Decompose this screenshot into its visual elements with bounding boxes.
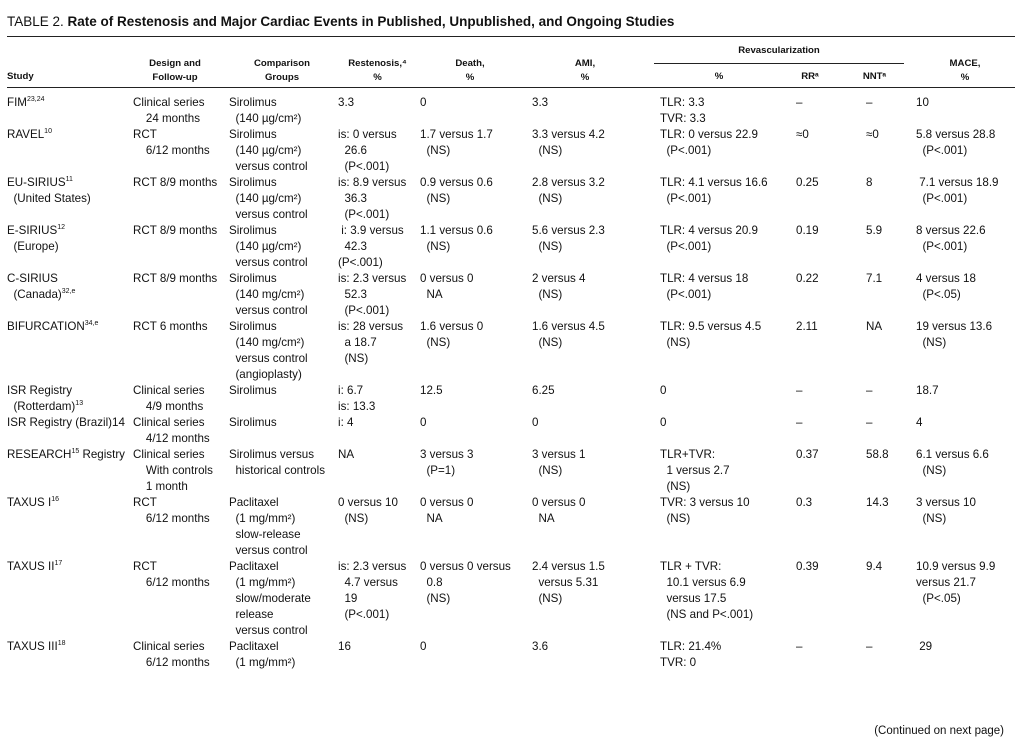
study-name: EU-SIRIUS: [7, 176, 66, 189]
cell-nnt: 7.1: [866, 272, 883, 285]
study-reference: 12: [57, 224, 66, 232]
cell-death: 0 versus 0 NA: [420, 496, 474, 525]
cell-nnt: 5.9: [866, 224, 883, 237]
cell-revasc: TLR: 4.1 versus 16.6 (P<.001): [660, 176, 768, 205]
cell-mace: 4 versus 18 (P<.05): [916, 272, 976, 301]
cell-revasc: TLR + TVR: 10.1 versus 6.9 versus 17.5 (NS and P<.001): [660, 560, 754, 621]
cell-nnt: –: [866, 640, 873, 653]
cell-study: [7, 383, 83, 415]
cell-study: [7, 175, 91, 207]
cell-rr: ≈0: [796, 128, 809, 141]
cell-nnt: 58.8: [866, 448, 889, 461]
continued-note: (Continued on next page): [874, 725, 1004, 737]
cell-study: [7, 223, 65, 255]
cell-nnt: –: [866, 96, 873, 109]
revascularization-subrule: [654, 63, 904, 64]
cell-study: [7, 639, 65, 655]
cell-nnt: NA: [866, 320, 883, 333]
study-reference: 15: [71, 448, 80, 456]
cell-death: 0: [420, 96, 427, 109]
cell-restenosis: is: 2.3 versus 4.7 versus 19 (P<.001): [338, 560, 407, 621]
cell-revasc: TLR: 3.3 TVR: 3.3: [660, 96, 706, 125]
cell-ami: 3.3 versus 4.2 (NS): [532, 128, 605, 157]
cell-revasc: TVR: 3 versus 10 (NS): [660, 496, 750, 525]
study-reference: 23,24: [26, 96, 45, 104]
cell-restenosis: 3.3: [338, 96, 355, 109]
cell-restenosis: i: 6.7 is: 13.3: [338, 384, 376, 413]
cell-rr: 0.25: [796, 176, 819, 189]
header-study: Study: [7, 71, 34, 82]
cell-design: RCT 8/9 months: [133, 176, 218, 189]
study-name: E-SIRIUS: [7, 224, 58, 237]
cell-study: [7, 271, 75, 303]
study-name: ISR Registry (Brazil)14: [7, 416, 125, 429]
cell-groups: Paclitaxel (1 mg/mm²) slow/moderate release versus control: [229, 560, 311, 637]
header-ami: AMI, %: [574, 58, 596, 83]
cell-ami: 2 versus 4 (NS): [532, 272, 586, 301]
study-subtitle: (Rotterdam): [13, 400, 76, 413]
cell-rr: 0.37: [796, 448, 819, 461]
table-title: [7, 14, 674, 29]
cell-restenosis: 16: [338, 640, 351, 653]
study-subtitle: (Europe): [13, 240, 59, 253]
cell-groups: Sirolimus (140 mg/cm²) versus control: [229, 272, 308, 317]
cell-death: 0 versus 0 NA: [420, 272, 474, 301]
cell-death: 0 versus 0 versus 0.8 (NS): [420, 560, 511, 605]
cell-design: Clinical series 24 months: [133, 96, 205, 125]
top-rule: [7, 36, 1015, 37]
cell-revasc: 0: [660, 384, 667, 397]
study-reference: 11: [65, 176, 73, 184]
study-name: BIFURCATION: [7, 320, 85, 333]
cell-ami: 5.6 versus 2.3 (NS): [532, 224, 605, 253]
cell-death: 1.1 versus 0.6 (NS): [420, 224, 493, 253]
cell-groups: Sirolimus versus historical controls: [229, 448, 326, 477]
cell-design: RCT 6/12 months: [133, 496, 210, 525]
cell-restenosis: is: 8.9 versus 36.3 (P<.001): [338, 176, 407, 221]
cell-groups: Sirolimus (140 mg/cm²) versus control (angioplasty): [229, 320, 308, 381]
cell-revasc: TLR+TVR: 1 versus 2.7 (NS): [660, 448, 730, 493]
header-death: Death, %: [455, 58, 485, 83]
cell-revasc: TLR: 4 versus 18 (P<.001): [660, 272, 749, 301]
study-reference: 13: [75, 400, 84, 408]
cell-groups: Paclitaxel (1 mg/mm²): [229, 640, 296, 669]
cell-mace: 18.7: [916, 384, 939, 397]
cell-ami: 1.6 versus 4.5 (NS): [532, 320, 605, 349]
cell-revasc: TLR: 9.5 versus 4.5 (NS): [660, 320, 762, 349]
cell-restenosis: is: 28 versus a 18.7 (NS): [338, 320, 404, 365]
cell-groups: Sirolimus (140 µg/cm²) versus control: [229, 176, 308, 221]
header-rr: RRᵃ: [801, 71, 819, 82]
cell-rr: 0.22: [796, 272, 819, 285]
cell-ami: 3 versus 1 (NS): [532, 448, 586, 477]
cell-study: [7, 319, 98, 335]
cell-ami: 2.4 versus 1.5 versus 5.31 (NS): [532, 560, 605, 605]
cell-restenosis: is: 2.3 versus 52.3 (P<.001): [338, 272, 407, 317]
cell-death: 1.7 versus 1.7 (NS): [420, 128, 493, 157]
cell-restenosis: is: 0 versus 26.6 (P<.001): [338, 128, 397, 173]
study-name: ISR Registry: [7, 384, 73, 397]
cell-design: Clinical series 4/9 months: [133, 384, 205, 413]
cell-mace: 3 versus 10 (NS): [916, 496, 976, 525]
cell-death: 0: [420, 640, 427, 653]
cell-design: Clinical series 4/12 months: [133, 416, 210, 445]
cell-death: 0: [420, 416, 427, 429]
cell-design: RCT 8/9 months: [133, 272, 218, 285]
header-restenosis: Restenosis,⁴ %: [348, 58, 407, 83]
cell-ami: 3.6: [532, 640, 549, 653]
cell-groups: Sirolimus (140 µg/cm²): [229, 96, 302, 125]
cell-rr: 0.19: [796, 224, 819, 237]
cell-design: RCT 8/9 months: [133, 224, 218, 237]
cell-groups: Sirolimus: [229, 416, 277, 429]
cell-rr: –: [796, 640, 803, 653]
cell-rr: –: [796, 384, 803, 397]
study-subtitle: (Canada): [13, 288, 62, 301]
cell-revasc: TLR: 0 versus 22.9 (P<.001): [660, 128, 758, 157]
cell-mace: 7.1 versus 18.9 (P<.001): [919, 176, 999, 205]
study-name: RAVEL: [7, 128, 45, 141]
cell-design: Clinical series 6/12 months: [133, 640, 210, 669]
study-name: TAXUS I: [7, 496, 52, 509]
header-groups: Comparison Groups: [254, 58, 310, 83]
study-reference: 18: [57, 640, 66, 648]
cell-nnt: 14.3: [866, 496, 889, 509]
study-reference: 16: [51, 496, 60, 504]
study-name: FIM: [7, 96, 27, 109]
cell-rr: –: [796, 96, 803, 109]
cell-rr: 0.3: [796, 496, 813, 509]
table-caption: Rate of Restenosis and Major Cardiac Events in Published, Unpublished, and Ongoing Studies: [67, 14, 675, 29]
cell-nnt: ≈0: [866, 128, 879, 141]
cell-rr: 0.39: [796, 560, 819, 573]
study-reference: 34,e: [84, 320, 99, 328]
header-nnt: NNTᵃ: [862, 71, 887, 82]
cell-mace: 4: [916, 416, 923, 429]
study-name: TAXUS II: [7, 560, 55, 573]
study-name: RESEARCH: [7, 448, 72, 461]
cell-study: [7, 559, 62, 575]
study-subtitle: (United States): [13, 192, 91, 205]
cell-mace: 5.8 versus 28.8 (P<.001): [916, 128, 996, 157]
cell-death: 0.9 versus 0.6 (NS): [420, 176, 493, 205]
study-reference: 17: [54, 560, 63, 568]
cell-rr: –: [796, 416, 803, 429]
header-revascularization: Revascularization: [738, 45, 820, 56]
cell-groups: Sirolimus: [229, 384, 277, 397]
cell-death: 12.5: [420, 384, 443, 397]
cell-mace: 8 versus 22.6 (P<.001): [916, 224, 986, 253]
cell-ami: 2.8 versus 3.2 (NS): [532, 176, 605, 205]
cell-study: [7, 127, 52, 143]
cell-study: [7, 495, 59, 511]
cell-revasc: 0: [660, 416, 667, 429]
cell-ami: 3.3: [532, 96, 549, 109]
cell-mace: 10: [916, 96, 929, 109]
cell-restenosis: 0 versus 10 (NS): [338, 496, 398, 525]
cell-groups: Sirolimus (140 µg/cm²) versus control: [229, 128, 308, 173]
cell-restenosis: i: 4: [338, 416, 354, 429]
header-mace: MACE, %: [949, 58, 981, 83]
study-reference: 10: [44, 128, 52, 136]
cell-mace: 19 versus 13.6 (NS): [916, 320, 993, 349]
study-subtitle: Registry: [79, 448, 125, 461]
cell-design: Clinical series With controls 1 month: [133, 448, 213, 493]
cell-study: [7, 447, 125, 463]
cell-groups: Sirolimus (140 µg/cm²) versus control: [229, 224, 308, 269]
cell-design: RCT 6/12 months: [133, 560, 210, 589]
cell-mace: 10.9 versus 9.9 versus 21.7 (P<.05): [916, 560, 996, 605]
cell-groups: Paclitaxel (1 mg/mm²) slow-release versus control: [229, 496, 308, 557]
header-rule: [7, 87, 1015, 88]
cell-nnt: 8: [866, 176, 873, 189]
header-revasc-percent: %: [714, 71, 724, 82]
cell-restenosis: i: 3.9 versus 42.3 (P<.001): [338, 224, 404, 269]
cell-design: RCT 6/12 months: [133, 128, 210, 157]
cell-mace: 6.1 versus 6.6 (NS): [916, 448, 989, 477]
cell-ami: 0: [532, 416, 539, 429]
header-design: Design and Follow-up: [149, 58, 201, 83]
cell-mace: 29: [916, 640, 933, 653]
cell-nnt: –: [866, 416, 873, 429]
table-number: TABLE 2.: [7, 14, 68, 29]
cell-death: 1.6 versus 0 (NS): [420, 320, 484, 349]
cell-ami: 0 versus 0 NA: [532, 496, 586, 525]
cell-nnt: 9.4: [866, 560, 883, 573]
cell-revasc: TLR: 4 versus 20.9 (P<.001): [660, 224, 758, 253]
cell-nnt: –: [866, 384, 873, 397]
cell-study: [7, 95, 45, 111]
cell-revasc: TLR: 21.4% TVR: 0: [660, 640, 722, 669]
study-reference: 32,e: [61, 288, 76, 296]
cell-rr: 2.11: [796, 320, 818, 333]
cell-ami: 6.25: [532, 384, 555, 397]
study-name: TAXUS III: [7, 640, 58, 653]
cell-restenosis: NA: [338, 448, 355, 461]
cell-death: 3 versus 3 (P=1): [420, 448, 474, 477]
study-name: C-SIRIUS: [7, 272, 58, 285]
cell-design: RCT 6 months: [133, 320, 208, 333]
cell-study: [7, 415, 125, 431]
